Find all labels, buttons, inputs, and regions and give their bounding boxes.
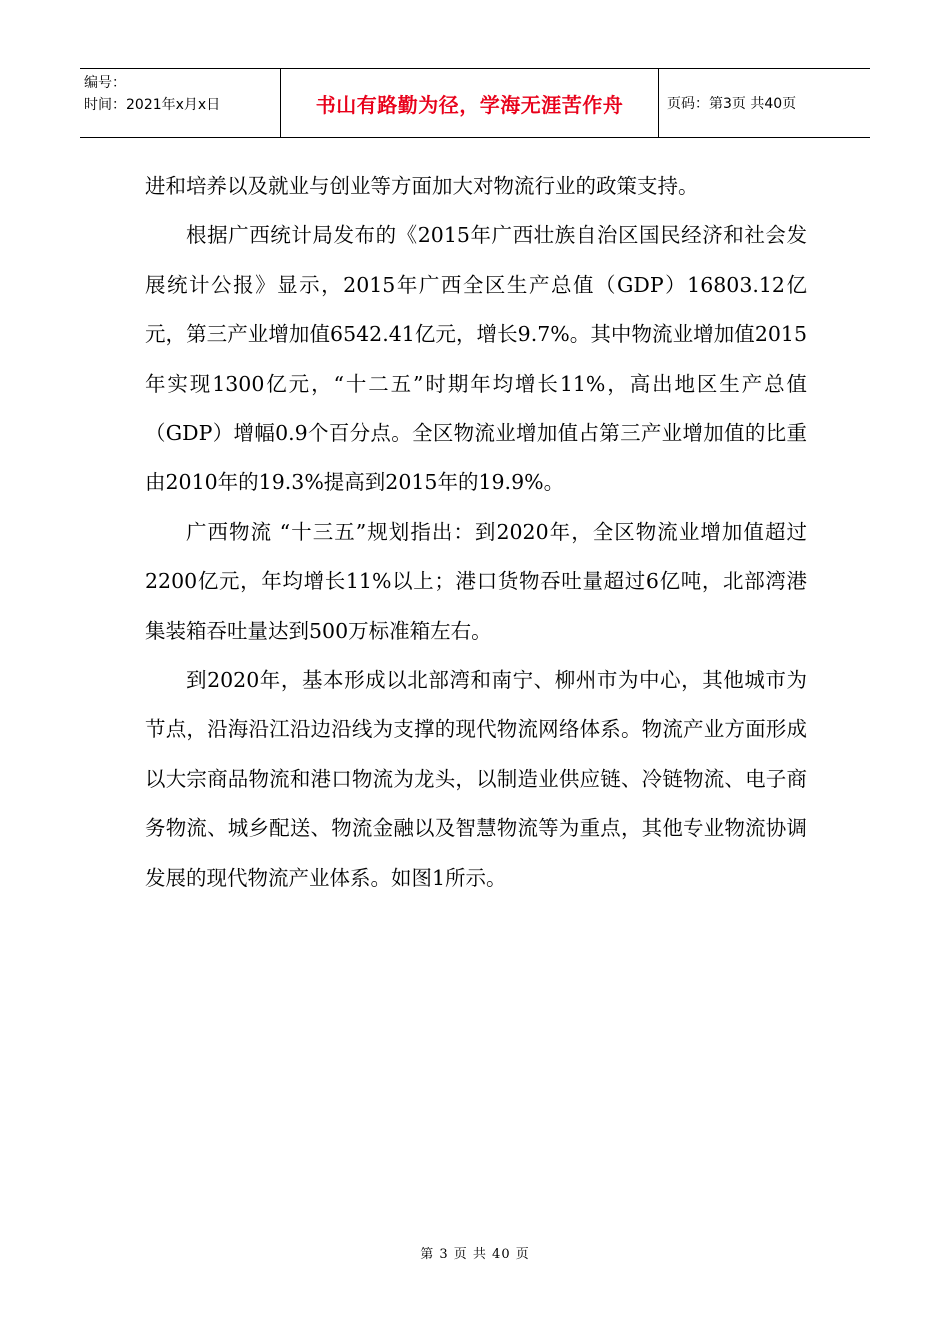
header-meta xyxy=(80,69,281,137)
document-number-label: 编号： xyxy=(84,75,126,91)
document-time-label: 时间：2021年x月x日 xyxy=(84,97,221,113)
paragraph-statistics: 根据广西统计局发布的《2015年广西壮族自治区国民经济和社会发展统计公报》显示，2015年广西全区生产总值（GDP）16803.12亿元，第三产业增加值6542.41亿元，增长9.7%。其中物流业增加值2015年实现1300亿元，“十二五”时期年均增长11%，高出地区生产总值（GDP）增幅0.9个百分点。全区物流业增加值占第三产业增加值的比重由2010年的19.3%提高到2015年的19.9%。 xyxy=(145,223,807,495)
document-body xyxy=(145,162,807,903)
page-header xyxy=(80,68,870,138)
paragraph-continuation: 进和培养以及就业与创业等方面加大对物流行业的政策支持。 xyxy=(145,174,699,198)
page-footer: 第 3 页 共 40 页 xyxy=(420,1247,530,1262)
header-motto: 书山有路勤为径，学海无涯苦作舟 xyxy=(281,69,659,137)
paragraph-2020-goals: 到2020年，基本形成以北部湾和南宁、柳州市为中心，其他城市为节点，沿海沿江沿边沿线为支撑的现代物流网络体系。物流产业方面形成以大宗商品物流和港口物流为龙头，以制造业供应链、冷链物流、电子商务物流、城乡配送、物流金融以及智慧物流等为重点，其他专业物流协调发展的现代物流产业体系。如图1所示。 xyxy=(145,668,807,890)
paragraph-plan: 广西物流 “十三五”规划指出：到2020年，全区物流业增加值超过2200亿元，年均增长11%以上；港口货物吞吐量超过6亿吨，北部湾港集装箱吞吐量达到500万标准箱左右。 xyxy=(145,519,807,643)
header-page-info: 页码：第3页 共40页 xyxy=(667,96,797,112)
